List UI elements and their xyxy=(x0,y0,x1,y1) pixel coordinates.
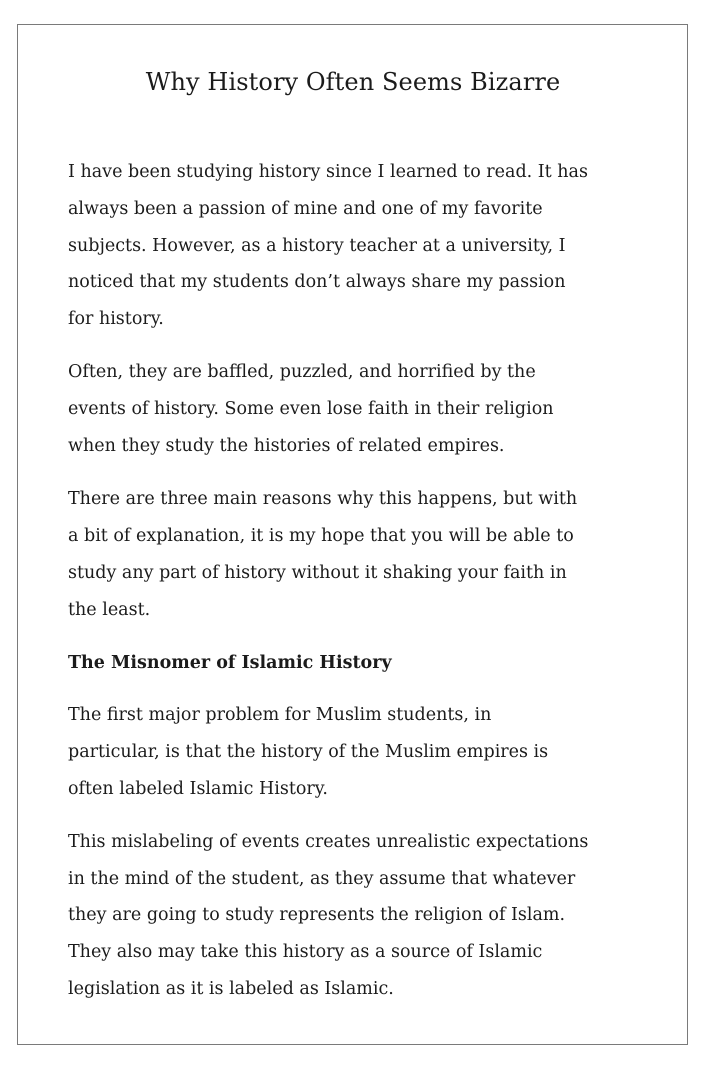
paragraph-1-line-2: always been a passion of mine and one of my favorite xyxy=(68,198,543,219)
paragraph-1-line-5: for history. xyxy=(68,309,164,330)
section-paragraph-2-line-5: legislation as it is labeled as Islamic. xyxy=(68,978,394,999)
section-paragraph-1-line-1: The first major problem for Muslim students, in xyxy=(68,705,492,726)
section-heading: The Misnomer of Islamic History xyxy=(68,652,392,673)
paragraph-1-line-4: noticed that my students don’t always share my passion xyxy=(68,272,566,293)
section-paragraph-2 xyxy=(68,824,643,1008)
page-title: Why History Often Seems Bizarre xyxy=(145,68,561,96)
paragraph-2-line-3: when they study the histories of related empires. xyxy=(68,435,505,456)
section-paragraph-2-line-1: This mislabeling of events creates unrealistic expectations xyxy=(68,831,589,852)
section-paragraph-1 xyxy=(68,697,643,807)
paragraph-2 xyxy=(68,354,643,464)
paragraph-3 xyxy=(68,481,643,628)
section-paragraph-2-line-4: They also may take this history as a source of Islamic xyxy=(68,942,543,963)
paragraph-2-line-2: events of history. Some even lose faith in their religion xyxy=(68,398,554,419)
section-paragraph-1-line-2: particular, is that the history of the Muslim empires is xyxy=(68,742,549,763)
paragraph-3-line-1: There are three main reasons why this happens, but with xyxy=(68,489,578,510)
paragraph-3-line-3: study any part of history without it shaking your faith in xyxy=(68,562,567,583)
section-paragraph-2-line-3: they are going to study represents the religion of Islam. xyxy=(68,905,566,926)
section-paragraph-1-line-3: often labeled Islamic History. xyxy=(68,778,328,799)
paragraph-1 xyxy=(68,154,643,338)
paragraph-1-line-1: I have been studying history since I learned to read. It has xyxy=(68,162,588,182)
paragraph-3-line-4: the least. xyxy=(68,599,151,620)
paragraph-1-line-3: subjects. However, as a history teacher at a university, I xyxy=(68,235,566,256)
section-paragraph-2-line-2: in the mind of the student, as they assume that whatever xyxy=(68,868,576,889)
paragraph-2-line-1: Often, they are baffled, puzzled, and horrified by the xyxy=(68,361,536,382)
paragraph-3-line-2: a bit of explanation, it is my hope that you will be able to xyxy=(68,526,574,547)
document-body xyxy=(68,154,643,1024)
